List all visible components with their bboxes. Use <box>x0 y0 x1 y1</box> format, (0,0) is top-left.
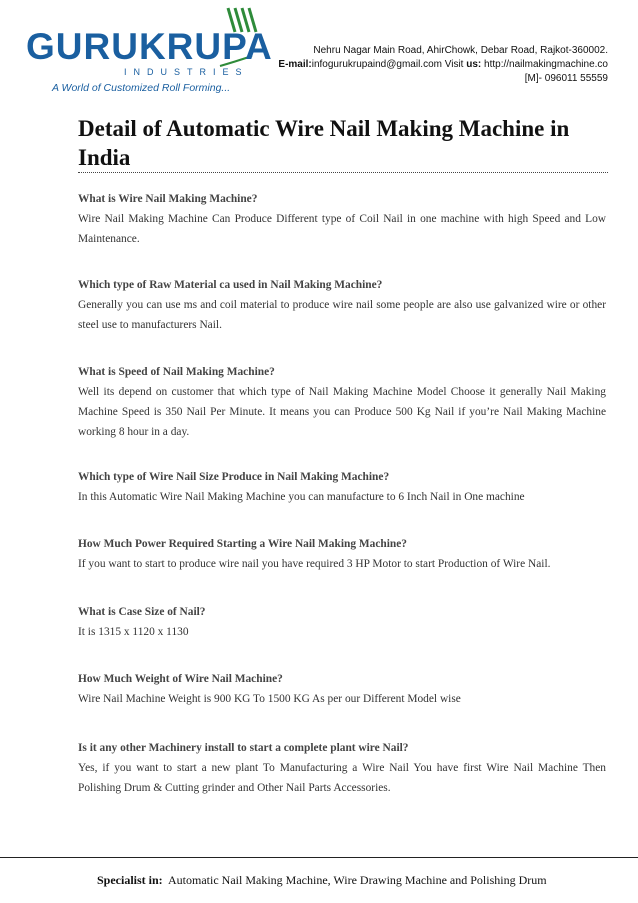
logo-name: GURUKRUPA <box>26 26 273 67</box>
qa-answer: Yes, if you want to start a new plant To Manufacturing a Wire Nail You have first Wire Nail Machine Then Polishing Drum & Cutting grinder and Other Nail Parts Accessories. <box>78 762 606 794</box>
footer-text: Automatic Nail Making Machine, Wire Drawing Machine and Polishing Drum <box>168 873 547 887</box>
website-link[interactable]: http://nailmakingmachine.co <box>484 59 608 70</box>
qa-answer: If you want to start to produce wire nail you have required 3 HP Motor to start Production of Wire Nail. <box>78 558 551 570</box>
qa-item-6 <box>78 602 606 642</box>
email-address[interactable]: infogurukrupaind@gmail.com <box>311 59 442 70</box>
qa-item-7 <box>78 669 606 709</box>
qa-answer: It is 1315 x 1120 x 1130 <box>78 626 189 638</box>
company-logo <box>24 6 273 98</box>
page-title: Detail of Automatic Wire Nail Making Machine in India <box>78 116 570 170</box>
title-divider <box>78 172 608 173</box>
visit-label: Visit <box>444 59 464 70</box>
logo-subname: INDUSTRIES <box>124 67 249 77</box>
footer-label: Specialist in: <box>97 873 163 887</box>
qa-item-8 <box>78 738 606 798</box>
logo-tagline: A World of Customized Roll Forming... <box>52 82 231 94</box>
qa-answer: Well its depend on customer that which type of Nail Making Machine Model Choose it generally Nail Making Machine Speed is 350 Nail Per Minute. It means you can Produce 500 Kg Nail if you’re Nail Making Machine working 8 hour in a day. <box>78 386 606 438</box>
email-label: E-mail: <box>278 59 312 70</box>
contact-address: Nehru Nagar Main Road, AhirChowk, Debar Road, Rajkot-360002. <box>313 45 608 56</box>
qa-answer: In this Automatic Wire Nail Making Machine you can manufacture to 6 Inch Nail in One machine <box>78 491 525 503</box>
footer <box>97 873 547 888</box>
qa-question: Which type of Raw Material ca used in Nail Making Machine? <box>78 279 383 291</box>
qa-question: What is Speed of Nail Making Machine? <box>78 366 275 378</box>
qa-question: How Much Power Required Starting a Wire Nail Making Machine? <box>78 538 407 550</box>
contact-phone: [M]- 096011 55559 <box>524 73 608 84</box>
qa-answer: Wire Nail Machine Weight is 900 KG To 1500 KG As per our Different Model wise <box>78 693 461 705</box>
qa-question: Which type of Wire Nail Size Produce in Nail Making Machine? <box>78 471 390 483</box>
qa-item-5 <box>78 534 606 574</box>
qa-item-3 <box>78 362 606 442</box>
footer-divider <box>0 857 638 858</box>
qa-answer: Wire Nail Making Machine Can Produce Different type of Coil Nail in one machine with high Speed and Low Maintenance. <box>78 213 606 245</box>
qa-answer: Generally you can use ms and coil material to produce wire nail some people are also use galvanized wire or other steel use to manufacturers Nail. <box>78 299 606 331</box>
contact-line-email <box>278 58 608 72</box>
qa-question: How Much Weight of Wire Nail Machine? <box>78 673 283 685</box>
qa-question: Is it any other Machinery install to start a complete plant wire Nail? <box>78 742 409 754</box>
us-label: us: <box>466 59 482 70</box>
qa-item-1 <box>78 189 606 249</box>
contact-block <box>278 44 608 86</box>
qa-item-2 <box>78 275 606 335</box>
qa-item-4 <box>78 467 606 507</box>
qa-question: What is Wire Nail Making Machine? <box>78 193 258 205</box>
qa-question: What is Case Size of Nail? <box>78 606 206 618</box>
